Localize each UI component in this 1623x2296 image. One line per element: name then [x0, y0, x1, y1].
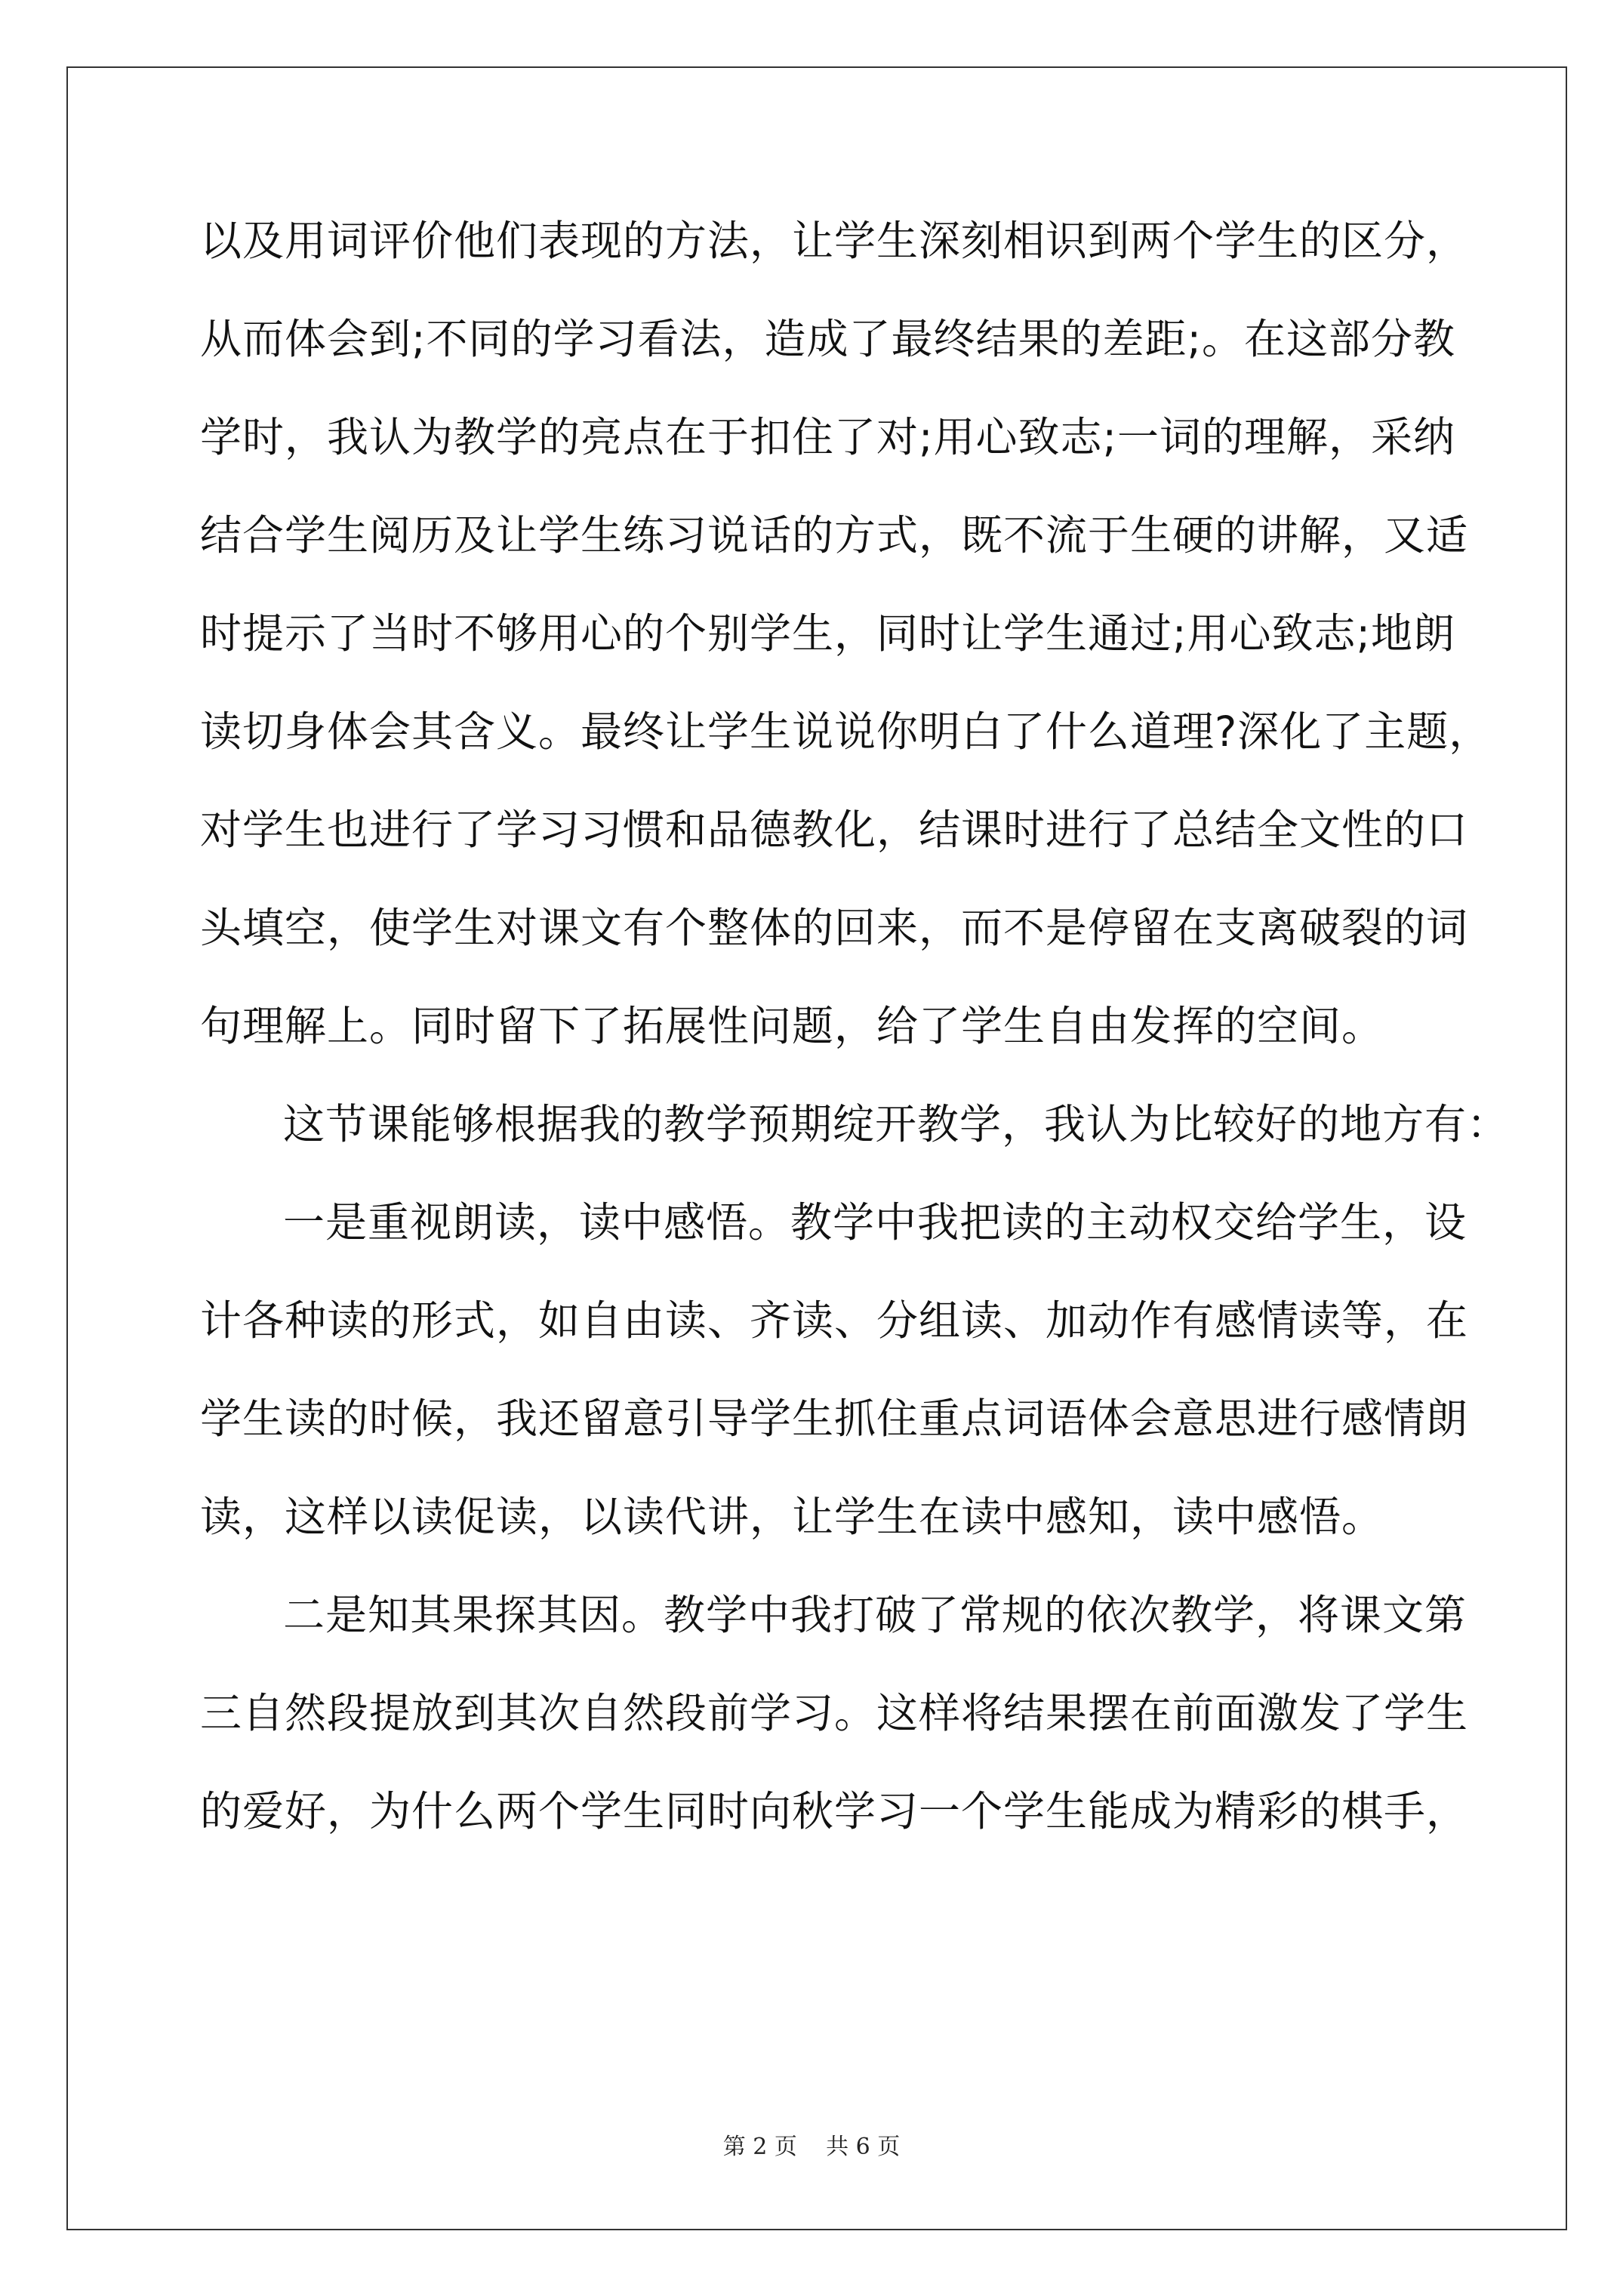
text-line: 对学生也进行了学习习惯和品德教化，结课时进行了总结全文性的口	[200, 806, 1469, 854]
page-footer	[0, 2128, 1623, 2161]
text-line: 这节课能够根据我的教学预期绽开教学，我认为比较好的地方有：	[283, 1100, 1510, 1148]
text-line: 读，这样以读促读，以读代讲，让学生在读中感知，读中感悟。	[200, 1493, 1384, 1541]
text-line: 学时，我认为教学的亮点在于扣住了对;用心致志;一词的理解，采纳	[200, 413, 1456, 461]
text-line: 时提示了当时不够用心的个别学生，同时让学生通过;用心致志;地朗	[200, 609, 1456, 658]
text-line: 的爱好，为什么两个学生同时向秋学习一个学生能成为精彩的棋手，	[200, 1787, 1469, 1835]
text-line: 计各种读的形式，如自由读、齐读、分组读、加动作有感情读等，在	[200, 1296, 1469, 1345]
text-line: 二是知其果探其因。教学中我打破了常规的依次教学，将课文第	[283, 1591, 1467, 1639]
text-line: 头填空，使学生对课文有个整体的回来，而不是停留在支离破裂的词	[200, 904, 1469, 952]
page-number-label: 第 2 页 共 6 页	[722, 2134, 901, 2160]
text-line: 以及用词评价他们表现的方法，让学生深刻相识到两个学生的区分，	[200, 217, 1469, 265]
text-line: 学生读的时候，我还留意引导学生抓住重点词语体会意思进行感情朗	[200, 1395, 1469, 1443]
text-line: 从而体会到;不同的学习看法，造成了最终结果的差距;。在这部分教	[200, 315, 1456, 363]
text-line: 读切身体会其含义。最终让学生说说你明白了什么道理?深化了主题，	[200, 707, 1492, 756]
text-line: 一是重视朗读，读中感悟。教学中我把读的主动权交给学生，设	[283, 1198, 1467, 1247]
text-line: 句理解上。同时留下了拓展性问题，给了学生自由发挥的空间。	[200, 1002, 1384, 1050]
document-body	[200, 192, 1510, 1860]
text-line: 结合学生阅历及让学生练习说话的方式，既不流于生硬的讲解，又适	[200, 511, 1469, 559]
text-line: 三自然段提放到其次自然段前学习。这样将结果摆在前面激发了学生	[200, 1689, 1469, 1737]
